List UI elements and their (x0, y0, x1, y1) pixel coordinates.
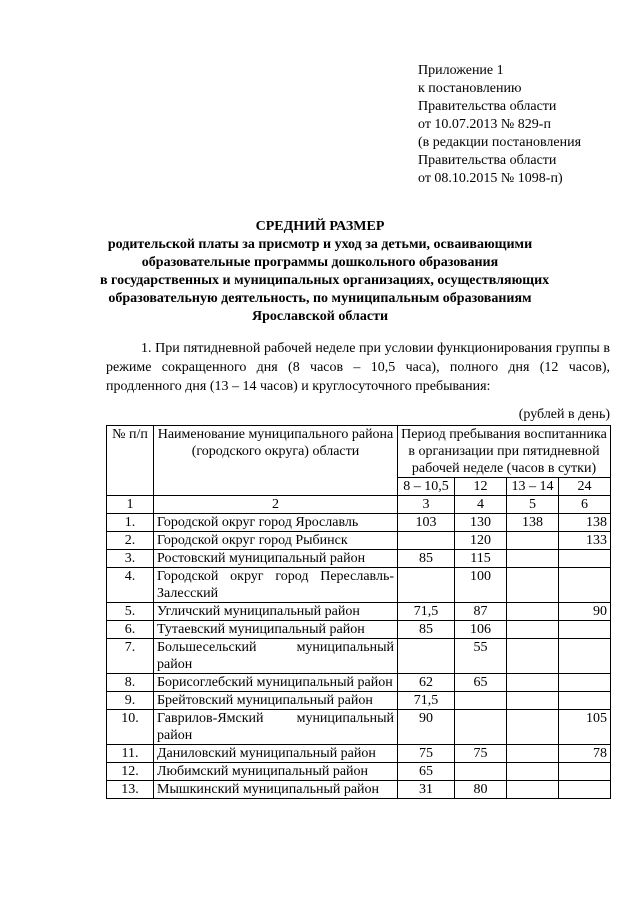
header-name: Наименование муниципального района (городского округа) области (154, 426, 398, 496)
subheader-cell: 24 (559, 478, 611, 496)
row-value-cell: 62 (398, 674, 455, 692)
subheader-cell: 13 – 14 (507, 478, 559, 496)
row-value-cell (507, 532, 559, 550)
unit-label: (рублей в день) (518, 407, 610, 422)
row-value-cell (559, 781, 611, 799)
row-value-cell: 106 (455, 621, 507, 639)
row-value-cell: 80 (455, 781, 507, 799)
appendix-line: от 08.10.2015 № 1098-п) (418, 171, 563, 186)
table-row (107, 674, 611, 692)
row-number-cell: 8. (107, 674, 154, 692)
row-value-cell (559, 763, 611, 781)
appendix-line: Правительства области (418, 99, 557, 114)
row-value-cell: 75 (455, 745, 507, 763)
row-value-cell: 138 (559, 514, 611, 532)
index-cell: 6 (559, 496, 611, 514)
row-number-cell: 1. (107, 514, 154, 532)
appendix-block (418, 62, 581, 188)
row-value-cell (455, 710, 507, 745)
row-name-cell: Даниловский муниципальный район (154, 745, 398, 763)
row-value-cell (507, 710, 559, 745)
row-value-cell (507, 550, 559, 568)
row-value-cell: 87 (455, 603, 507, 621)
table-row (107, 763, 611, 781)
row-value-cell: 78 (559, 745, 611, 763)
row-name-cell: Городской округ город Ярославль (154, 514, 398, 532)
row-value-cell (559, 550, 611, 568)
subheader-cell: 8 – 10,5 (398, 478, 455, 496)
row-name-cell: Ростовский муниципальный район (154, 550, 398, 568)
row-value-cell: 103 (398, 514, 455, 532)
row-number-cell: 3. (107, 550, 154, 568)
row-value-cell (559, 568, 611, 603)
intro-paragraph: 1. При пятидневной рабочей неделе при условии функционирования группы в режиме сокращенного дня (8 часов – 10,5 часа), полного дня (12 часов), продленного дня (13 – 14 часов) и круглосуточного пребывания: (106, 341, 610, 394)
table-row (107, 692, 611, 710)
row-value-cell (507, 674, 559, 692)
row-name-cell: Брейтовский муниципальный район (154, 692, 398, 710)
row-value-cell: 85 (398, 550, 455, 568)
row-value-cell (507, 692, 559, 710)
row-number-cell: 6. (107, 621, 154, 639)
title-line: образовательную деятельность, по муниципальным образованиям (108, 291, 532, 306)
row-name-cell: Городской округ город Переславль-Залесский (154, 568, 398, 603)
row-value-cell: 100 (455, 568, 507, 603)
row-value-cell (559, 621, 611, 639)
row-number-cell: 2. (107, 532, 154, 550)
row-value-cell (455, 763, 507, 781)
index-cell: 4 (455, 496, 507, 514)
row-value-cell (507, 763, 559, 781)
row-value-cell: 130 (455, 514, 507, 532)
row-value-cell: 90 (559, 603, 611, 621)
row-value-cell: 115 (455, 550, 507, 568)
title-heading: СРЕДНИЙ РАЗМЕР (255, 219, 385, 234)
row-number-cell: 4. (107, 568, 154, 603)
row-number-cell: 13. (107, 781, 154, 799)
table-row (107, 639, 611, 674)
row-number-cell: 5. (107, 603, 154, 621)
header-period: Период пребывания воспитанника в организации при пятидневной рабочей неделе (часов в сутки) (398, 426, 611, 478)
row-name-cell: Большесельский муниципальный район (154, 639, 398, 674)
row-value-cell (398, 568, 455, 603)
row-value-cell (398, 532, 455, 550)
row-value-cell: 31 (398, 781, 455, 799)
row-value-cell: 90 (398, 710, 455, 745)
row-value-cell (507, 568, 559, 603)
index-cell: 2 (154, 496, 398, 514)
row-value-cell (559, 639, 611, 674)
table-index-row (107, 496, 611, 514)
table-row (107, 514, 611, 532)
table-row (107, 781, 611, 799)
appendix-line: от 10.07.2013 № 829-п (418, 117, 551, 132)
row-value-cell: 55 (455, 639, 507, 674)
row-value-cell: 71,5 (398, 692, 455, 710)
row-value-cell: 85 (398, 621, 455, 639)
row-value-cell: 71,5 (398, 603, 455, 621)
row-value-cell (559, 692, 611, 710)
row-value-cell (507, 781, 559, 799)
index-cell: 1 (107, 496, 154, 514)
title-line: в государственных и муниципальных организациях, осуществляющих (100, 273, 550, 288)
document-title (100, 218, 550, 326)
row-value-cell (507, 745, 559, 763)
table-row (107, 568, 611, 603)
row-value-cell (559, 674, 611, 692)
row-name-cell: Городской округ город Рыбинск (154, 532, 398, 550)
row-name-cell: Борисоглебский муниципальный район (154, 674, 398, 692)
row-value-cell (398, 639, 455, 674)
row-number-cell: 7. (107, 639, 154, 674)
title-line: родительской платы за присмотр и уход за детьми, осваивающими (107, 237, 533, 252)
row-number-cell: 9. (107, 692, 154, 710)
row-value-cell: 120 (455, 532, 507, 550)
row-value-cell (507, 639, 559, 674)
index-cell: 3 (398, 496, 455, 514)
row-value-cell (507, 621, 559, 639)
index-cell: 5 (507, 496, 559, 514)
table-row (107, 603, 611, 621)
table-row (107, 621, 611, 639)
header-num: № п/п (107, 426, 154, 496)
row-number-cell: 10. (107, 710, 154, 745)
title-line: Ярославской области (251, 309, 389, 324)
row-value-cell: 65 (398, 763, 455, 781)
row-value-cell (455, 692, 507, 710)
table-row (107, 745, 611, 763)
table-row (107, 710, 611, 745)
title-line: образовательные программы дошкольного образования (141, 255, 499, 270)
fee-table (106, 425, 611, 799)
subheader-cell: 12 (455, 478, 507, 496)
appendix-line: Приложение 1 (418, 63, 504, 78)
row-value-cell (507, 603, 559, 621)
row-name-cell: Тутаевский муниципальный район (154, 621, 398, 639)
row-name-cell: Любимский муниципальный район (154, 763, 398, 781)
table-row (107, 550, 611, 568)
table-row (107, 532, 611, 550)
row-value-cell: 138 (507, 514, 559, 532)
row-value-cell: 133 (559, 532, 611, 550)
table-header-row (107, 426, 611, 478)
row-number-cell: 11. (107, 745, 154, 763)
appendix-line: (в редакции постановления (418, 135, 582, 150)
row-name-cell: Угличский муниципальный район (154, 603, 398, 621)
row-value-cell: 65 (455, 674, 507, 692)
row-value-cell: 105 (559, 710, 611, 745)
row-number-cell: 12. (107, 763, 154, 781)
row-name-cell: Мышкинский муниципальный район (154, 781, 398, 799)
appendix-line: к постановлению (418, 81, 522, 96)
row-value-cell: 75 (398, 745, 455, 763)
appendix-line: Правительства области (418, 153, 557, 168)
row-name-cell: Гаврилов-Ямский муниципальный район (154, 710, 398, 745)
